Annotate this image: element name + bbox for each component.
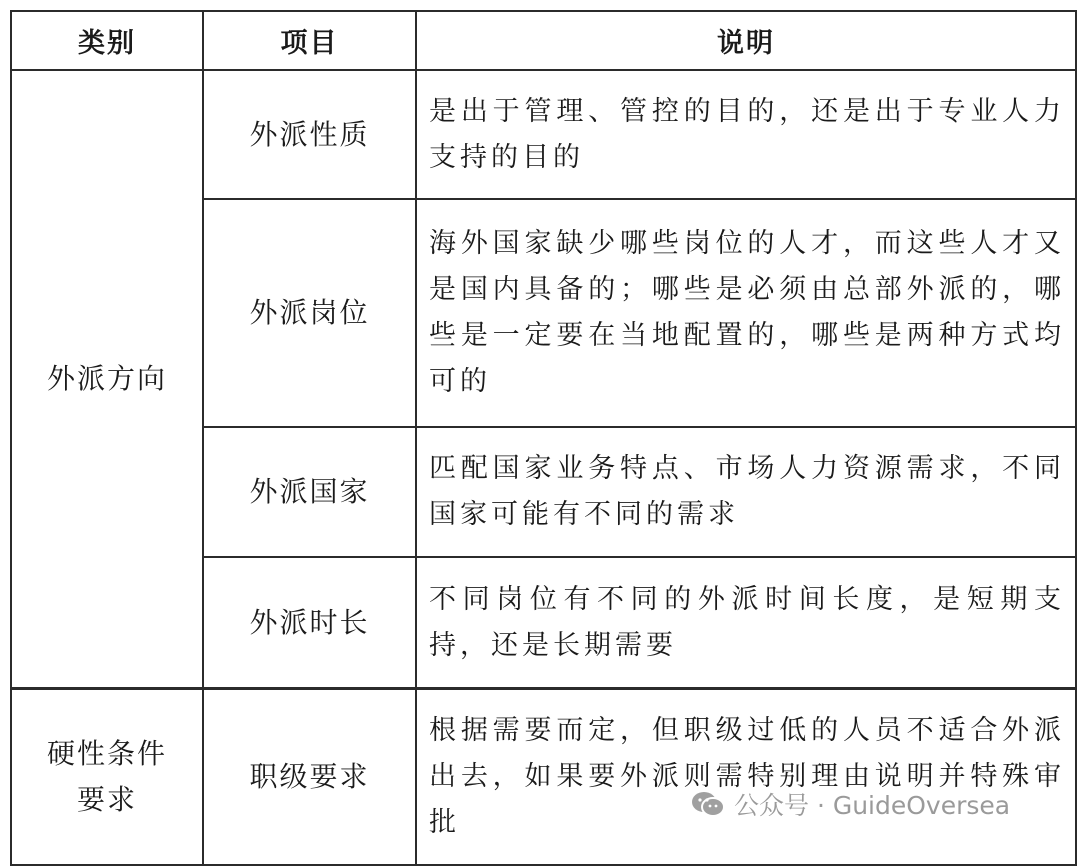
header-item: 项目 [203,11,416,70]
item-cell: 外派性质 [203,70,416,199]
description-cell: 不同岗位有不同的外派时间长度，是短期支持，还是长期需要 [416,557,1076,689]
watermark [690,786,1010,822]
table-row [11,70,1076,199]
description-cell: 海外国家缺少哪些岗位的人才，而这些人才又是国内具备的；哪些是必须由总部外派的，哪些是一定要在当地配置的，哪些是两种方式均可的 [416,199,1076,427]
header-category: 类别 [11,11,203,70]
header-description: 说明 [416,11,1076,70]
item-cell: 外派岗位 [203,199,416,427]
description-cell: 是出于管理、管控的目的，还是出于专业人力支持的目的 [416,70,1076,199]
table-header-row [11,11,1076,70]
policy-table [10,10,1077,866]
description-cell: 匹配国家业务特点、市场人力资源需求，不同国家可能有不同的需求 [416,427,1076,557]
wechat-icon [690,790,726,818]
item-cell: 职级要求 [203,689,416,866]
category-cell: 外派方向 [11,70,203,689]
watermark-text: 公众号 · GuideOversea [734,791,1011,820]
description-cell: 根据需要而定，但职级过低的人员不适合外派出去，如果要外派则需特别理由说明并特殊审批 [416,689,1076,866]
table-row [11,689,1076,866]
category-cell [11,689,203,866]
item-cell: 外派时长 [203,557,416,689]
item-cell: 外派国家 [203,427,416,557]
category-label: 硬性条件要求 [46,737,167,816]
